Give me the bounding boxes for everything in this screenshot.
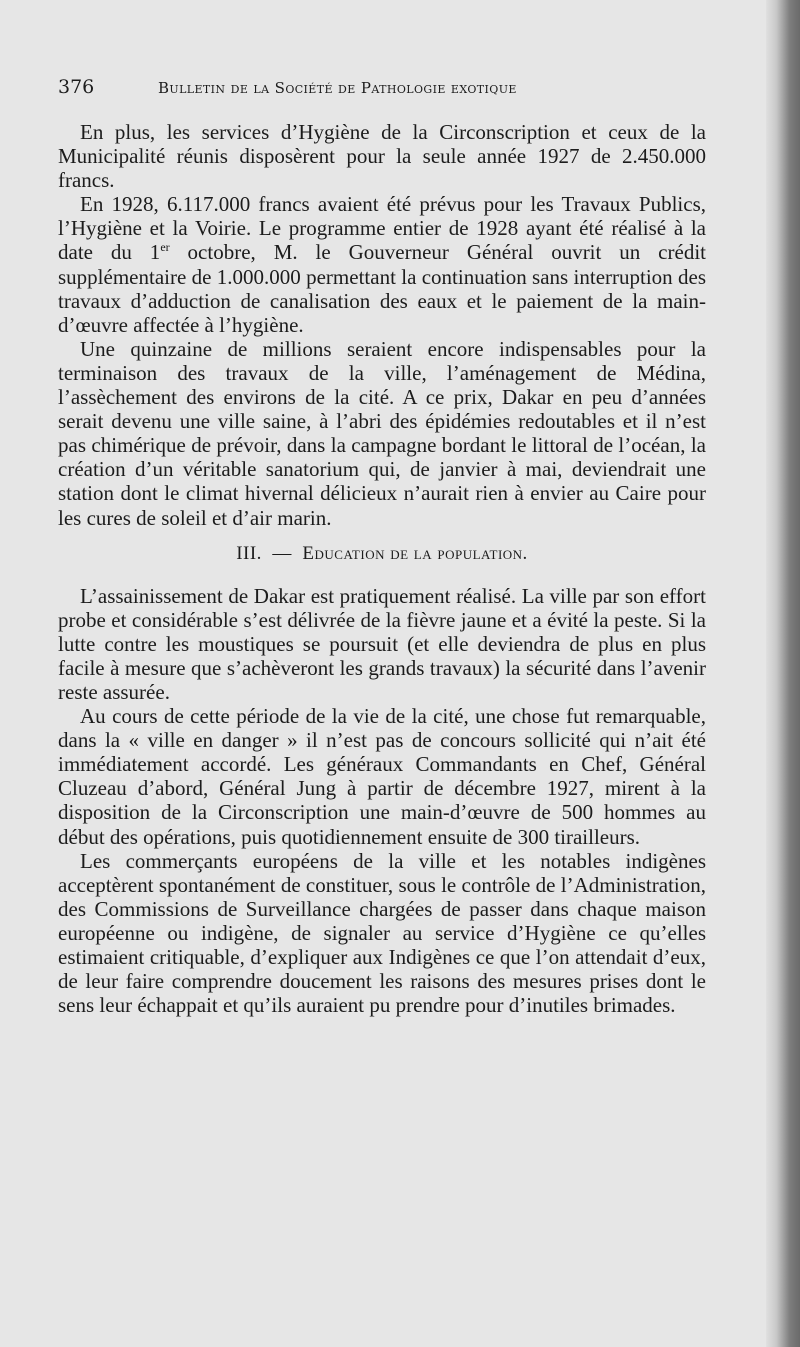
paragraph-2: [58, 192, 706, 337]
paragraph-4: L’assainissement de Dakar est pratiquement réalisé. La ville par son effort probe et considérable s’est délivrée de la fièvre jaune et a évité la peste. Si la lutte contre les moustiques se poursuit (et elle deviendra de plus en plus facile à mesure que s’achèveront les grands travaux) la sécurité dans l’avenir reste assurée.: [58, 583, 706, 704]
paragraph-3: Une quinzaine de millions seraient encore indispensables pour la terminaison des travaux de la ville, l’aménagement de Médina, l’assèchement des environs de la cité. A ce prix, Dakar en peu d’années serait devenu une ville saine, à l’abri des épidémies redoutables et il n’est pas chimérique de prévoir, dans la campagne bordant le littoral de l’océan, la création d’un véritable sanatorium qui, de janvier à mai, deviendrait une station dont le climat hivernal délicieux n’aurait rien à envier au Caire pour les cures de soleil et d’air marin.: [58, 336, 706, 530]
paragraph-5: Au cours de cette période de la vie de la cité, une chose fut remarquable, dans la « ville en danger » il n’est pas de concours sollicité qui n’ait été immédiatement accordé. Les généraux Commandants en Chef, Général Cluzeau d’abord, Général Jung à partir de décembre 1927, mirent à la disposition de la Circonscription une main-d’œuvre de 500 hommes au début des opérations, puis quotidiennement ensuite de 300 tirailleurs.: [58, 704, 706, 849]
section-numeral: III.: [236, 542, 262, 564]
paragraph-2-start: En 1928, 6.117.000 francs avaient été prévus pour les Travaux Publics, l’Hygiène et la Voirie. Le programme entier de 1928 ayant été réalisé à la date du 1: [58, 192, 706, 265]
section-title: Education de la population.: [302, 542, 528, 564]
running-title: Bulletin de la Société de Pathologie exotique: [158, 79, 517, 97]
page-edge-shadow: [766, 0, 800, 1347]
section-dash: —: [272, 542, 292, 564]
paragraph-1: En plus, les services d’Hygiène de la Circonscription et ceux de la Municipalité réunis disposèrent pour la seule année 1927 de 2.450.000 francs.: [58, 120, 706, 193]
paragraph-2-end: octobre, M. le Gouverneur Général ouvrit un crédit supplémentaire de 1.000.000 permettant la continuation sans interruption des travaux d’adduction de canalisation des eaux et le paiement de la main-d’œuvre affectée à l’hygiène.: [58, 240, 706, 337]
section-heading: [58, 540, 706, 568]
paragraph-6: Les commerçants européens de la ville et les notables indigènes acceptèrent spontanément de constituer, sous le contrôle de l’Administration, des Commissions de Surveillance chargées de passer dans chaque maison européenne ou indigène, de signaler au service d’Hygiène ce qu’elles estimaient critiquable, d’expliquer aux Indigènes ce que l’on attendait d’eux, de leur faire comprendre doucement les raisons des mesures prises dont le sens leur échappait et qu’ils auraient pu prendre pour d’inutiles brimades.: [58, 848, 706, 1018]
page-number: 376: [58, 76, 95, 98]
ordinal-superscript: er: [160, 240, 170, 255]
page-header: [58, 72, 708, 106]
body-text: [58, 120, 706, 1017]
